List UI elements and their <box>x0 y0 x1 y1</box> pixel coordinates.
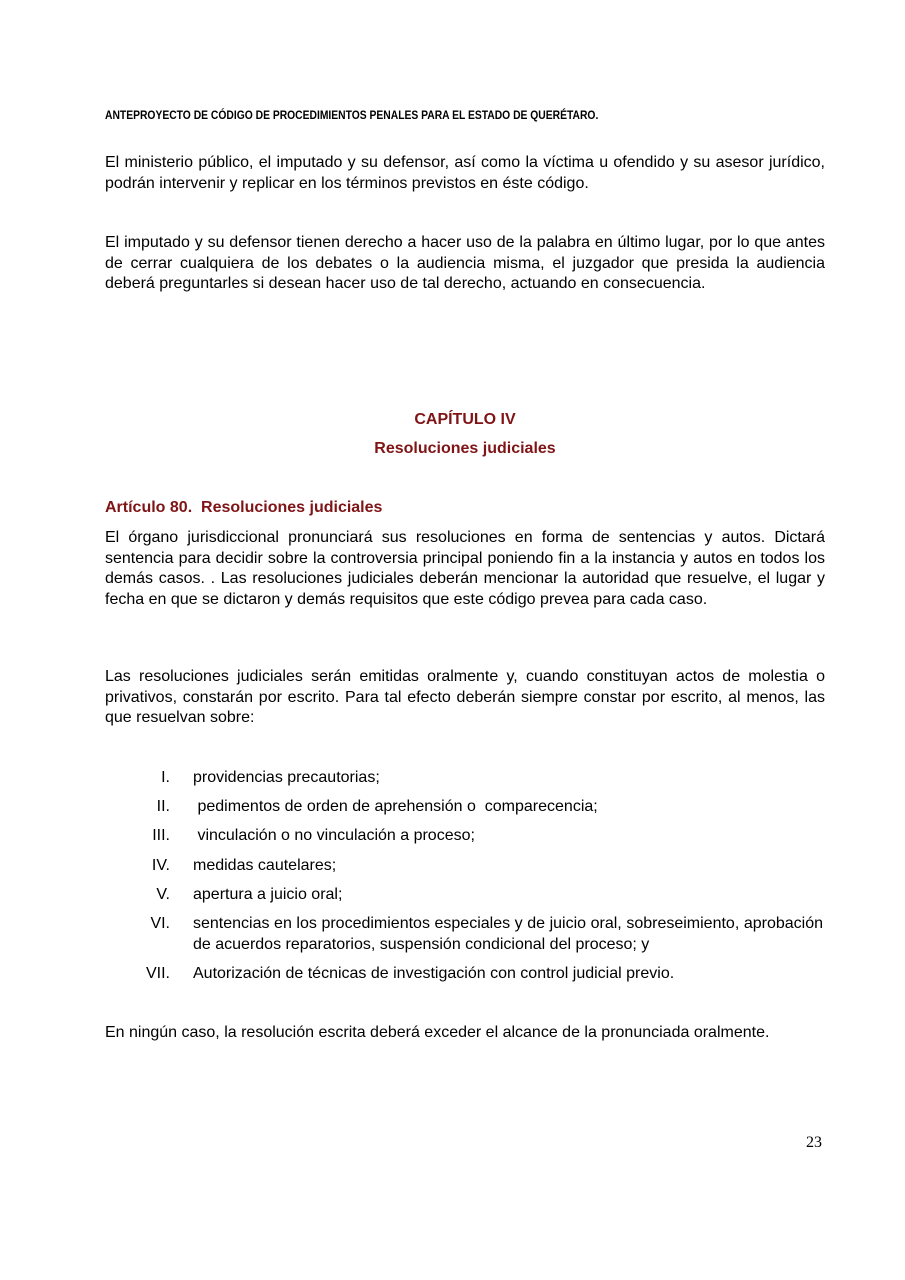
paragraph: El imputado y su defensor tienen derecho a hacer uso de la palabra en último lugar, por lo que antes de cerrar cualquiera de los debates o la audiencia misma, el juzgador que presida la audiencia deberá preguntarles si desean hacer uso de tal derecho, actuando en consecuencia. <box>105 234 825 292</box>
list-text: medidas cautelares; <box>193 857 337 874</box>
article-heading: Artículo 80. Resoluciones judiciales <box>105 499 383 516</box>
list-number: II. <box>156 798 170 815</box>
page-number: 23 <box>806 1134 822 1151</box>
list-number: V. <box>156 886 170 903</box>
paragraph: Las resoluciones judiciales serán emitidas oralmente y, cuando constituyan actos de molestia o privativos, constarán por escrito. Para tal efecto deberán siempre constar por escrito, al menos, las que resuelvan sobre: <box>105 668 825 726</box>
paragraph: En ningún caso, la resolución escrita deberá exceder el alcance de la pronunciada oralmente. <box>105 1024 770 1041</box>
list-number: I. <box>161 769 170 786</box>
document-header: ANTEPROYECTO DE CÓDIGO DE PROCEDIMIENTOS PENALES PARA EL ESTADO DE QUERÉTARO. <box>105 108 599 122</box>
paragraph: El órgano jurisdiccional pronunciará sus resoluciones en forma de sentencias y autos. Dictará sentencia para decidir sobre la controversia principal poniendo fin a la instancia y autos en todos los demás casos. . Las resoluciones judiciales deberán mencionar la autoridad que resuelve, el lugar y fecha en que se dictaron y demás requisitos que este código prevea para cada caso. <box>105 529 825 608</box>
chapter-subtitle: Resoluciones judiciales <box>374 440 556 457</box>
paragraph: El ministerio público, el imputado y su defensor, así como la víctima u ofendido y su asesor jurídico, podrán intervenir y replicar en los términos previstos en éste código. <box>105 154 825 192</box>
list-number: VII. <box>145 965 170 982</box>
list-text: sentencias en los procedimientos especiales y de juicio oral, sobreseimiento, aprobación de acuerdos reparatorios, suspensión condicional del proceso; y <box>193 915 823 953</box>
chapter-title: CAPÍTULO IV <box>414 411 516 428</box>
list-number: IV. <box>151 857 170 874</box>
list-text: vinculación o no vinculación a proceso; <box>193 827 475 844</box>
list-number: III. <box>152 827 170 844</box>
list-text: apertura a juicio oral; <box>193 886 343 903</box>
list-text: Autorización de técnicas de investigación con control judicial previo. <box>193 965 675 982</box>
list-number: VI. <box>150 915 170 932</box>
list-text: pedimentos de orden de aprehensión o comparecencia; <box>193 798 598 815</box>
list-text: providencias precautorias; <box>193 769 380 786</box>
